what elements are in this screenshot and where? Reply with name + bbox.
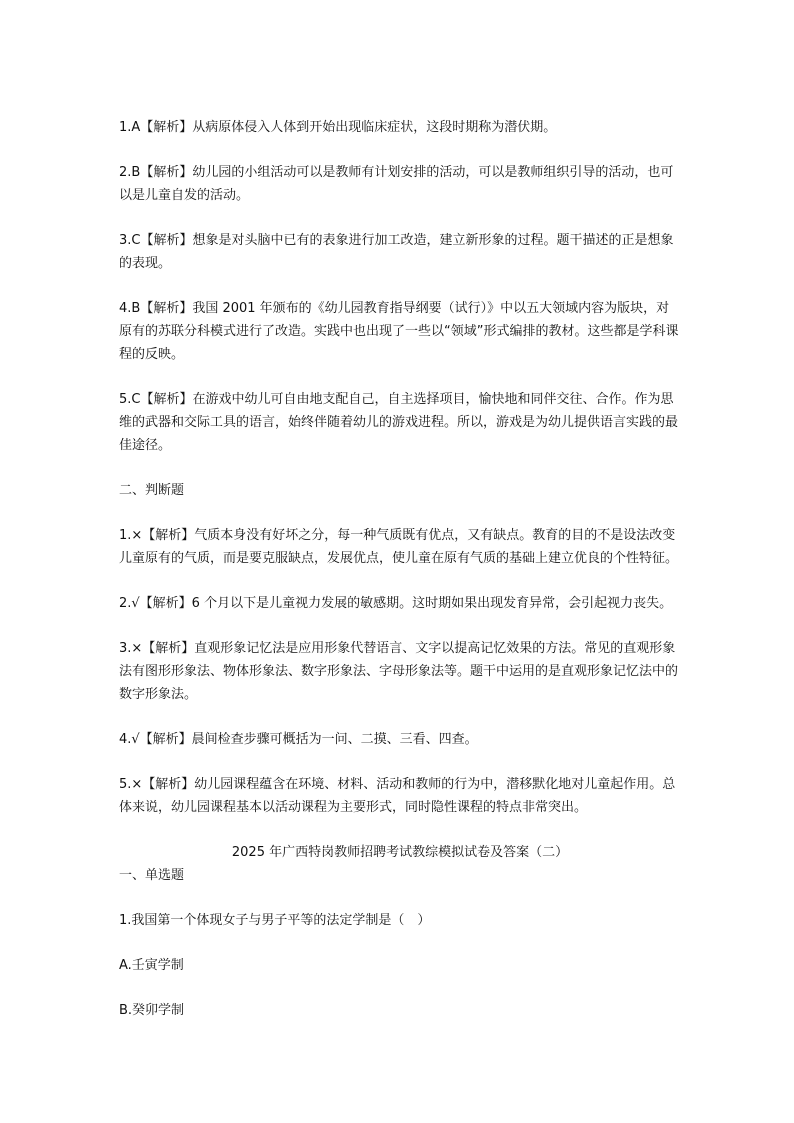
answer-1: 1.A【解析】从病原体侵入人体到开始出现临床症状，这段时期称为潜伏期。	[119, 120, 557, 135]
option-b: B.癸卯学制	[119, 1003, 185, 1018]
exam-title: 2025 年广西特岗教师招聘考试教综模拟试卷及答案（二）	[231, 845, 569, 860]
answer-2: 2.B【解析】幼儿园的小组活动可以是教师有计划安排的活动，可以是教师组织引导的活动，也可以是儿童自发的活动。	[119, 165, 674, 203]
answer-5: 5.C【解析】在游戏中幼儿可自由地支配自己，自主选择项目，愉快地和同伴交往、合作。作为思维的武器和交际工具的语言，始终伴随着幼儿的游戏进程。所以，游戏是为幼儿提供语言实践的最佳途径。	[119, 392, 679, 453]
section-heading-judgment: 二、判断题	[119, 483, 185, 498]
section-heading-single-choice: 一、单选题	[119, 868, 185, 883]
option-a: A.壬寅学制	[119, 958, 184, 973]
judgment-answer-1: 1.×【解析】气质本身没有好坏之分，每一种气质既有优点，又有缺点。教育的目的不是设法改变儿童原有的气质，而是要克服缺点，发展优点，使儿童在原有气质的基础上建立优良的个性特征。	[119, 528, 679, 566]
judgment-answer-2: 2.√【解析】6 个月以下是儿童视力发展的敏感期。这时期如果出现发育异常，会引起视力丧失。	[119, 596, 673, 611]
judgment-answer-4: 4.√【解析】晨间检查步骤可概括为一问、二摸、三看、四查。	[119, 732, 478, 747]
judgment-answer-5: 5.×【解析】幼儿园课程蕴含在环境、材料、活动和教师的行为中，潜移默化地对儿童起作用。总体来说，幼儿园课程基本以活动课程为主要形式，同时隐性课程的特点非常突出。	[119, 777, 676, 815]
document-body	[119, 116, 681, 1044]
question-1: 1.我国第一个体现女子与男子平等的法定学制是（ ）	[119, 913, 431, 928]
answer-4: 4.B【解析】我国 2001 年颁布的《幼儿园教育指导纲要（试行）》中以五大领域内容为版块，对原有的苏联分科模式进行了改造。实践中也出现了一些以“领域”形式编排的教材。这些都是学科课程的反映。	[119, 301, 679, 362]
answer-3: 3.C【解析】想象是对头脑中已有的表象进行加工改造，建立新形象的过程。题干描述的正是想象的表现。	[119, 233, 674, 271]
judgment-answer-3: 3.×【解析】直观形象记忆法是应用形象代替语言、文字以提高记忆效果的方法。常见的直观形象法有图形形象法、物体形象法、数字形象法、字母形象法等。题干中运用的是直观形象记忆法中的数字形象法。	[119, 641, 679, 702]
